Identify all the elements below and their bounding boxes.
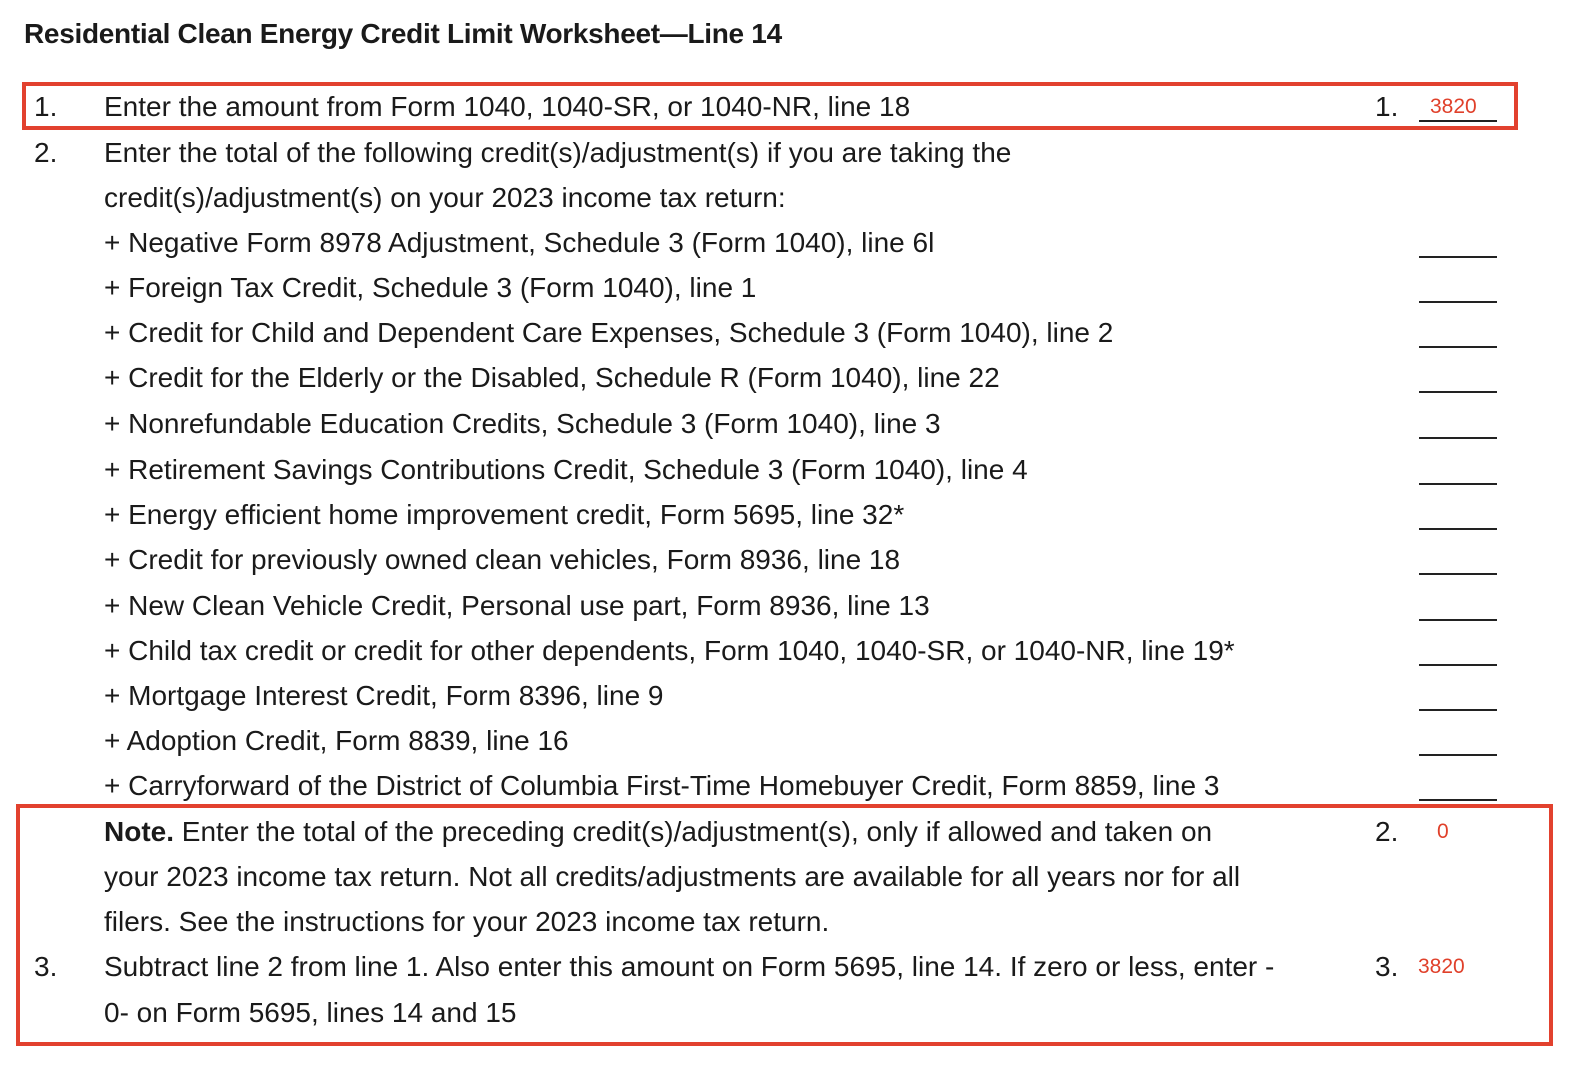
line-3-number: 3. — [34, 951, 58, 982]
credit-item-label: + Credit for Child and Dependent Care Expenses, Schedule 3 (Form 1040), line 2 — [104, 317, 1114, 348]
line-2-number: 2. — [34, 137, 58, 168]
credit-item-label: + Adoption Credit, Form 8839, line 16 — [104, 725, 569, 756]
line-2-text-a: Enter the total of the following credit(s)/adjustment(s) if you are taking the — [104, 137, 1012, 168]
credit-item-field[interactable] — [1419, 763, 1497, 801]
credit-item — [0, 718, 1582, 763]
line-1-number: 1. — [34, 91, 58, 122]
credit-item-label: + Mortgage Interest Credit, Form 8396, line 9 — [104, 680, 664, 711]
credit-item-field[interactable] — [1419, 583, 1497, 621]
credit-item-label: + Carryforward of the District of Columbia First-Time Homebuyer Credit, Form 8859, line 3 — [104, 770, 1220, 801]
line-3-value: 3820 — [1418, 955, 1465, 978]
credit-item-field[interactable] — [1419, 401, 1497, 439]
credit-item — [0, 355, 1582, 400]
credit-item-field[interactable] — [1419, 673, 1497, 711]
credit-item-field[interactable] — [1419, 220, 1497, 258]
note-text-c: filers. See the instructions for your 2023 income tax return. — [104, 906, 830, 937]
credit-item-field[interactable] — [1419, 355, 1497, 393]
worksheet-title: Residential Clean Energy Credit Limit Worksheet—Line 14 — [24, 18, 782, 49]
totals-highlight-box — [16, 804, 1553, 1046]
credit-item-label: + Foreign Tax Credit, Schedule 3 (Form 1040), line 1 — [104, 272, 757, 303]
line-2-right-number: 2. — [1375, 816, 1399, 847]
credit-item-field[interactable] — [1419, 718, 1497, 756]
credit-item — [0, 673, 1582, 718]
credit-item-field[interactable] — [1419, 447, 1497, 485]
credit-item — [0, 628, 1582, 673]
credit-item-field[interactable] — [1419, 492, 1497, 530]
credit-item-label: + Child tax credit or credit for other dependents, Form 1040, 1040-SR, or 1040-NR, line 19* — [104, 635, 1235, 666]
line-1-highlight-box — [22, 82, 1518, 130]
credit-item — [0, 492, 1582, 537]
line-2-row — [0, 130, 1582, 175]
credit-item — [0, 537, 1582, 582]
credit-item-label: + Nonrefundable Education Credits, Schedule 3 (Form 1040), line 3 — [104, 408, 941, 439]
credit-item-label: + Retirement Savings Contributions Credit, Schedule 3 (Form 1040), line 4 — [104, 454, 1028, 485]
note-text-a: Enter the total of the preceding credit(s)/adjustment(s), only if allowed and taken on — [174, 816, 1213, 847]
credit-item — [0, 265, 1582, 310]
line-1-right-number: 1. — [1375, 91, 1399, 122]
line-3-right-number: 3. — [1375, 951, 1399, 982]
credit-item-field[interactable] — [1419, 537, 1497, 575]
credit-item-field[interactable] — [1419, 310, 1497, 348]
credit-item — [0, 763, 1582, 808]
credit-item-label: + Credit for previously owned clean vehicles, Form 8936, line 18 — [104, 544, 901, 575]
credit-item — [0, 310, 1582, 355]
credit-item-field[interactable] — [1419, 265, 1497, 303]
credit-item — [0, 401, 1582, 446]
line-3-text-a: Subtract line 2 from line 1. Also enter this amount on Form 5695, line 14. If zero or less, enter - — [104, 951, 1275, 982]
credit-item — [0, 220, 1582, 265]
credit-item-label: + Credit for the Elderly or the Disabled, Schedule R (Form 1040), line 22 — [104, 362, 1000, 393]
credit-item-label: + Energy efficient home improvement credit, Form 5695, line 32* — [104, 499, 905, 530]
line-2-row-continued — [0, 175, 1582, 220]
line-3-text-b: 0- on Form 5695, lines 14 and 15 — [104, 997, 517, 1028]
note-text-b: your 2023 income tax return. Not all credits/adjustments are available for all years nor for all — [104, 861, 1241, 892]
line-2-text-b: credit(s)/adjustment(s) on your 2023 income tax return: — [104, 182, 786, 213]
line-2-value: 0 — [1437, 820, 1449, 843]
note-label: Note. — [104, 816, 174, 847]
credit-item-field[interactable] — [1419, 628, 1497, 666]
credit-item — [0, 583, 1582, 628]
line-1-value: 3820 — [1430, 95, 1477, 118]
credit-item — [0, 447, 1582, 492]
credit-item-label: + New Clean Vehicle Credit, Personal use part, Form 8936, line 13 — [104, 590, 930, 621]
credit-item-label: + Negative Form 8978 Adjustment, Schedule 3 (Form 1040), line 6l — [104, 227, 935, 258]
line-1-text: Enter the amount from Form 1040, 1040-SR, or 1040-NR, line 18 — [104, 91, 911, 122]
